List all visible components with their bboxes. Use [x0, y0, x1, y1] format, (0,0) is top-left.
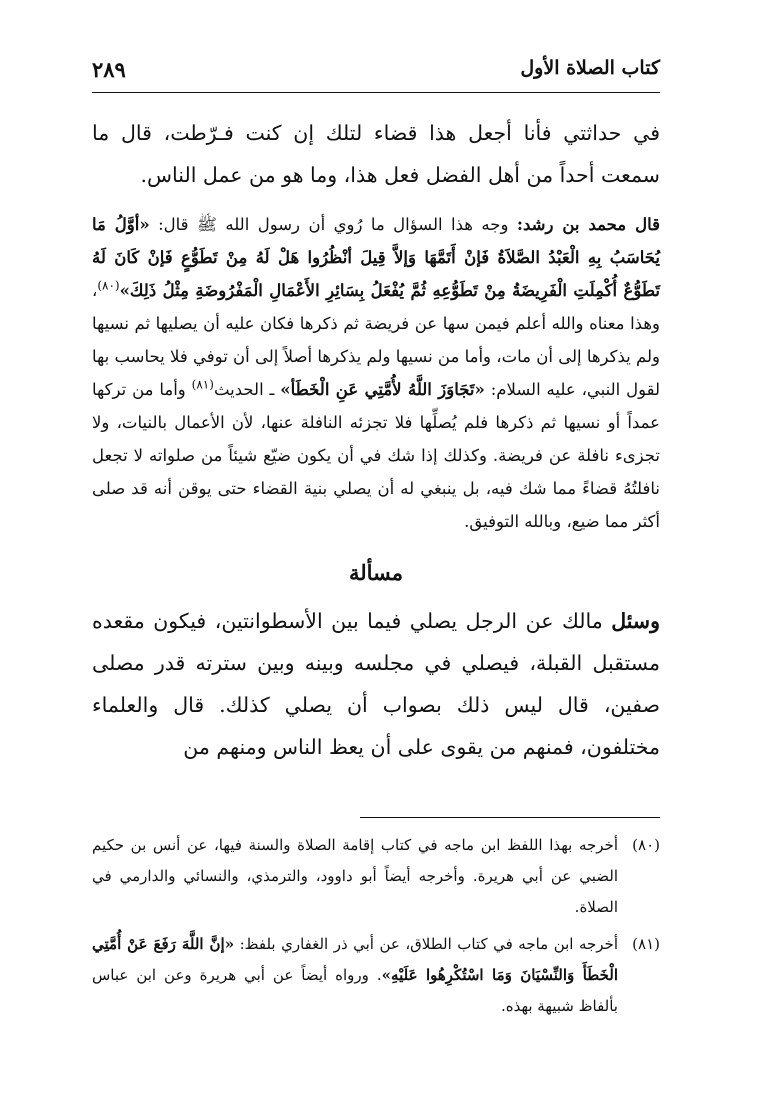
paragraph-2-text-2: ، وهذا معناه والله أعلم فيمن سها عن فريضة ثم ذكرها فكان عليه أن يصليها ثم نسيها ولم يذكرها إلى أن مات، وأما من نسيها ولم يذكرها أصلاً إلى أن توفي فلا يحاسب بها لقول النبي، عليه السلام: [92, 281, 660, 399]
hadith-quote-2: «تَجَاوَزَ اللَّهُ لأُمَّتِي عَنِ الْخَطَأ» [280, 380, 485, 399]
chapter-title: كتاب الصلاة الأول [520, 57, 660, 79]
footnote-text: أخرجه بهذا اللفظ ابن ماجه في كتاب إقامة الصلاة والسنة فيها، عن أنس بن حكيم الضبي عن أبي هريرة. وأخرجه أيضاً أبو داوود، والترمذي، والنسائي والدارمي في الصلاة. [92, 836, 618, 916]
footnote-text [92, 929, 618, 1022]
paragraph-2-text-3: ـ الحديث [213, 380, 281, 399]
footnote-ref-80: (٨٠) [97, 278, 120, 293]
footnote-80 [92, 830, 660, 923]
footnote-quote: «إنَّ اللَّهَ رَفَعَ عَنْ أُمَّتِي الْخَطَأَ وَالنِّسْيَانَ وَمَا اسْتُكْرِهُوا عَلَيْهِ» [92, 935, 619, 984]
speaker-lead: قال محمد بن رشد: [516, 215, 660, 234]
paragraph-2 [92, 208, 660, 538]
paragraph-2-text-1: وجه هذا السؤال ما رُوي أن رسول الله ﷺ قال: [149, 215, 517, 234]
footnote-number: (٨٠) [632, 836, 660, 854]
header-rule [92, 92, 660, 93]
footnote-text-2: . ورواه أيضاً عن أبي هريرة وعن ابن عباس بألفاظ شبيهة بهذه. [92, 966, 618, 1015]
page-number: ٢٨٩ [92, 57, 126, 82]
paragraph-3 [92, 600, 660, 768]
section-heading: مسألة [348, 560, 404, 585]
footnote-divider [360, 817, 660, 818]
main-text [92, 112, 660, 768]
paragraph-1: في حداثتي فأنا أجعل هذا قضاء لتلك إن كنت فـرّطت، قال ما سمعت أحداً من أهل الفضل فعل هذا، وما هو من عمل الناس. [92, 121, 660, 187]
footnote-81 [92, 929, 660, 1022]
footnote-text-1: أخرجه ابن ماجه في كتاب الطلاق، عن أبي ذر الغفاري بلفظ: [234, 935, 618, 953]
footnote-number: (٨١) [632, 935, 660, 953]
footnote-ref-81: (٨١) [191, 377, 214, 392]
footnotes [92, 830, 660, 1022]
paragraph-3-text: مالك عن الرجل يصلي فيما بين الأسطوانتين، فيكون مقعده مستقبل القبلة، فيصلي في مجلسه وبينه وبين سترته قدر مصلى صفين، قال ليس ذلك بصواب أن يصلي كذلك. قال والعلماء مختلفون، فمنهم من يقوى على أن يعظ الناس ومنهم من [92, 609, 660, 759]
page-header [92, 55, 660, 87]
paragraph-2-text-4: وأما من تركها عمداً أو نسيها ثم ذكرها فلم يُصلِّها فلا تجزئه النافلة عنها، لأن الأعمال بالنيات، ولا تجزىء نافلة عن فريضة. وكذلك إذا شك في أن يكون ضيّع شيئاً من صلواته لا تجعل نافلتُهُ قضاءً مما شك فيه، بل ينبغي له أن يصلي بنية القضاء حتى يوقن أنه قد صلى أكثر مما ضيع، وبالله التوفيق. [92, 380, 660, 531]
hadith-quote-1: «أوَّلُ مَا يُحَاسَبُ بِهِ الْعَبْدُ الصَّلاَةُ فَإنْ أَتَمَّهَا وَإلاَّ قِيلَ أنْظُرُوا هَلْ لَهُ مِنْ تَطَوُّعٍ فَإنْ كَانَ لَهُ تَطَوُّعٌ أُكْمِلَتِ الْفَرِيضَةُ مِنْ تَطَوُّعِهِ ثُمَّ يُفْعَلُ بِسَائِرِ الأَعْمَالِ الْمَفْرُوضَةِ مِثْلُ ذَلِكَ» [92, 215, 660, 300]
question-lead: وسئل [611, 609, 660, 633]
